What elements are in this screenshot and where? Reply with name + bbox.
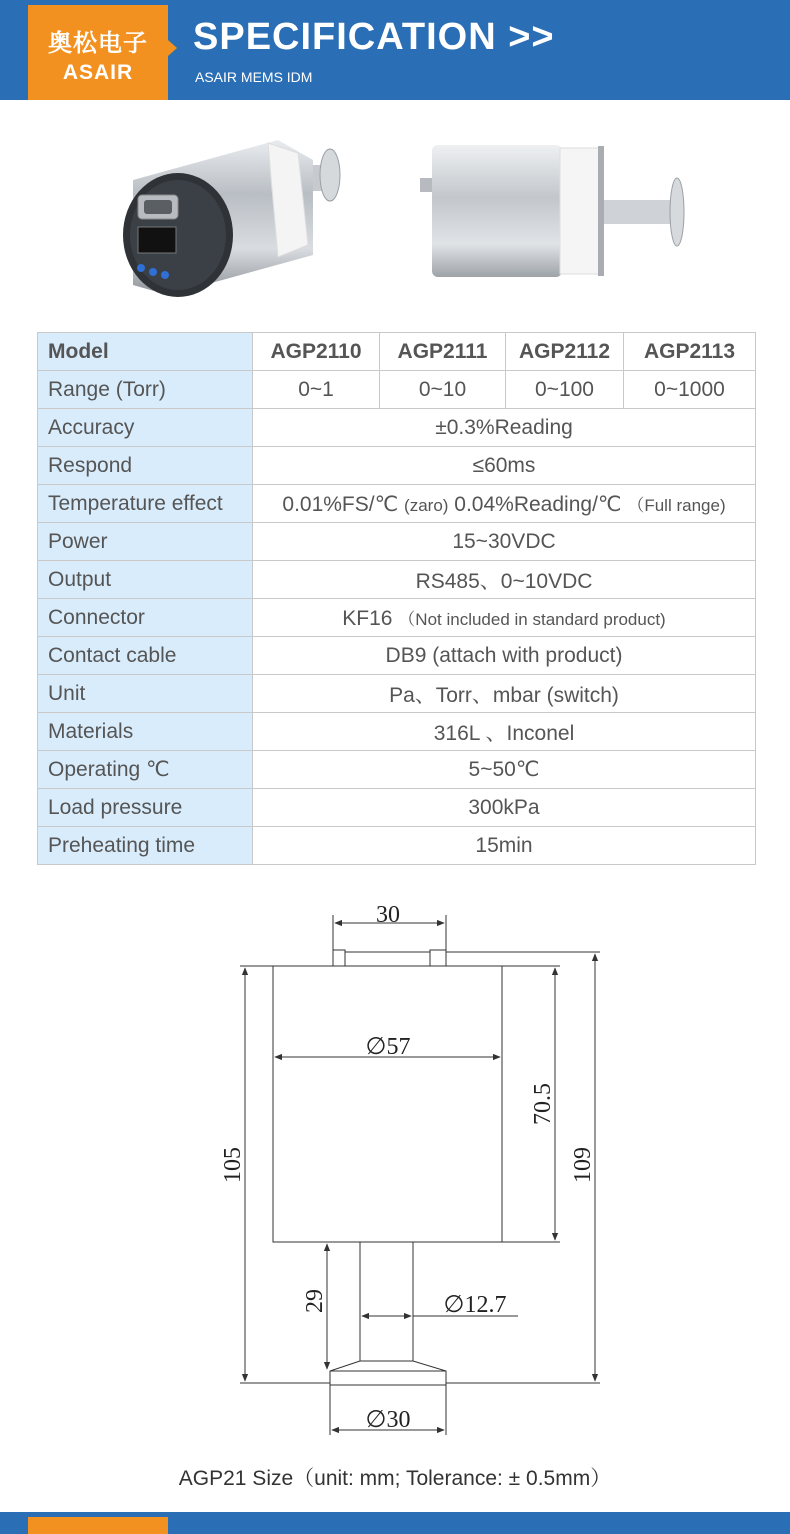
dim-flange-diameter: ∅30 (365, 1407, 411, 1433)
load-pressure-value: 300kPa (253, 789, 756, 827)
logo-chinese-text: 奥松电子 (48, 29, 148, 57)
model-cell: AGP2112 (506, 333, 624, 371)
temperature-zero-note: (zaro) (404, 495, 449, 515)
table-row-output (38, 561, 756, 599)
body-outline (273, 966, 502, 1242)
contact-cable-label: Contact cable (38, 637, 253, 675)
table-row-range (38, 371, 756, 409)
top-tab-right (430, 950, 446, 966)
header-banner (0, 0, 790, 100)
page-title: SPECIFICATION >> (193, 16, 555, 58)
accuracy-value: ±0.3%Reading (253, 409, 756, 447)
drawing-caption: AGP21 Size（unit: mm; Tolerance: ± 0.5mm） (178, 1467, 612, 1490)
flange-outline (330, 1361, 446, 1385)
table-row-operating (38, 751, 756, 789)
table-row-contact-cable (38, 637, 756, 675)
range-label: Range (Torr) (38, 371, 253, 409)
operating-label: Operating ℃ (38, 751, 253, 789)
dim-body-diameter: ∅57 (365, 1034, 411, 1060)
output-label: Output (38, 561, 253, 599)
table-row-accuracy (38, 409, 756, 447)
logo-arrow-icon (168, 40, 177, 56)
output-value: RS485、0~10VDC (253, 561, 756, 599)
range-cell: 0~10 (380, 371, 506, 409)
respond-value: ≤60ms (253, 447, 756, 485)
unit-label: Unit (38, 675, 253, 713)
model-label: Model (38, 333, 253, 371)
model-cell: AGP2113 (624, 333, 756, 371)
table-row-load-pressure (38, 789, 756, 827)
footer-logo (28, 1517, 168, 1534)
dim-body-height: 70.5 (530, 1083, 556, 1125)
temperature-full-note: （Full range) (627, 495, 726, 515)
dimension-drawing (200, 895, 620, 1460)
connector-note: （Not included in standard product) (398, 609, 666, 629)
product-photo-side (420, 140, 690, 280)
power-label: Power (38, 523, 253, 561)
load-pressure-label: Load pressure (38, 789, 253, 827)
temperature-label: Temperature effect (38, 485, 253, 523)
operating-value: 5~50℃ (253, 751, 756, 789)
contact-cable-value: DB9 (attach with product) (253, 637, 756, 675)
dim-top-width: 30 (376, 902, 400, 928)
dim-neck-height: 29 (302, 1289, 328, 1313)
connector-value-cell (253, 599, 756, 637)
range-cell: 0~100 (506, 371, 624, 409)
table-row-preheating (38, 827, 756, 865)
preheating-label: Preheating time (38, 827, 253, 865)
table-row-respond (38, 447, 756, 485)
table-row-temperature (38, 485, 756, 523)
range-cell: 0~1000 (624, 371, 756, 409)
table-row-unit (38, 675, 756, 713)
table-row-connector (38, 599, 756, 637)
unit-value: Pa、Torr、mbar (switch) (253, 675, 756, 713)
footer-banner (0, 1512, 790, 1534)
model-cell: AGP2111 (380, 333, 506, 371)
connector-label: Connector (38, 599, 253, 637)
specification-table (37, 332, 756, 865)
page-subtitle: ASAIR MEMS IDM (195, 69, 313, 85)
top-tab-left (333, 950, 345, 966)
table-row-materials (38, 713, 756, 751)
materials-value: 316L 、Inconel (253, 713, 756, 751)
dim-left-height: 105 (220, 1147, 246, 1183)
dim-right-height: 109 (570, 1147, 596, 1183)
temperature-value (253, 485, 756, 523)
preheating-value: 15min (253, 827, 756, 865)
respond-label: Respond (38, 447, 253, 485)
connector-value: KF16 (342, 606, 393, 630)
table-row-model (38, 333, 756, 371)
power-value: 15~30VDC (253, 523, 756, 561)
product-photo-front (108, 135, 348, 310)
dim-neck-diameter: ∅12.7 (443, 1292, 507, 1318)
brand-logo (28, 5, 168, 100)
accuracy-label: Accuracy (38, 409, 253, 447)
table-row-power (38, 523, 756, 561)
model-cell: AGP2110 (253, 333, 380, 371)
temperature-full-value: 0.04%Reading/℃ (454, 492, 622, 516)
logo-english-text: ASAIR (62, 61, 134, 84)
temperature-zero-value: 0.01%FS/℃ (282, 492, 399, 516)
range-cell: 0~1 (253, 371, 380, 409)
materials-label: Materials (38, 713, 253, 751)
